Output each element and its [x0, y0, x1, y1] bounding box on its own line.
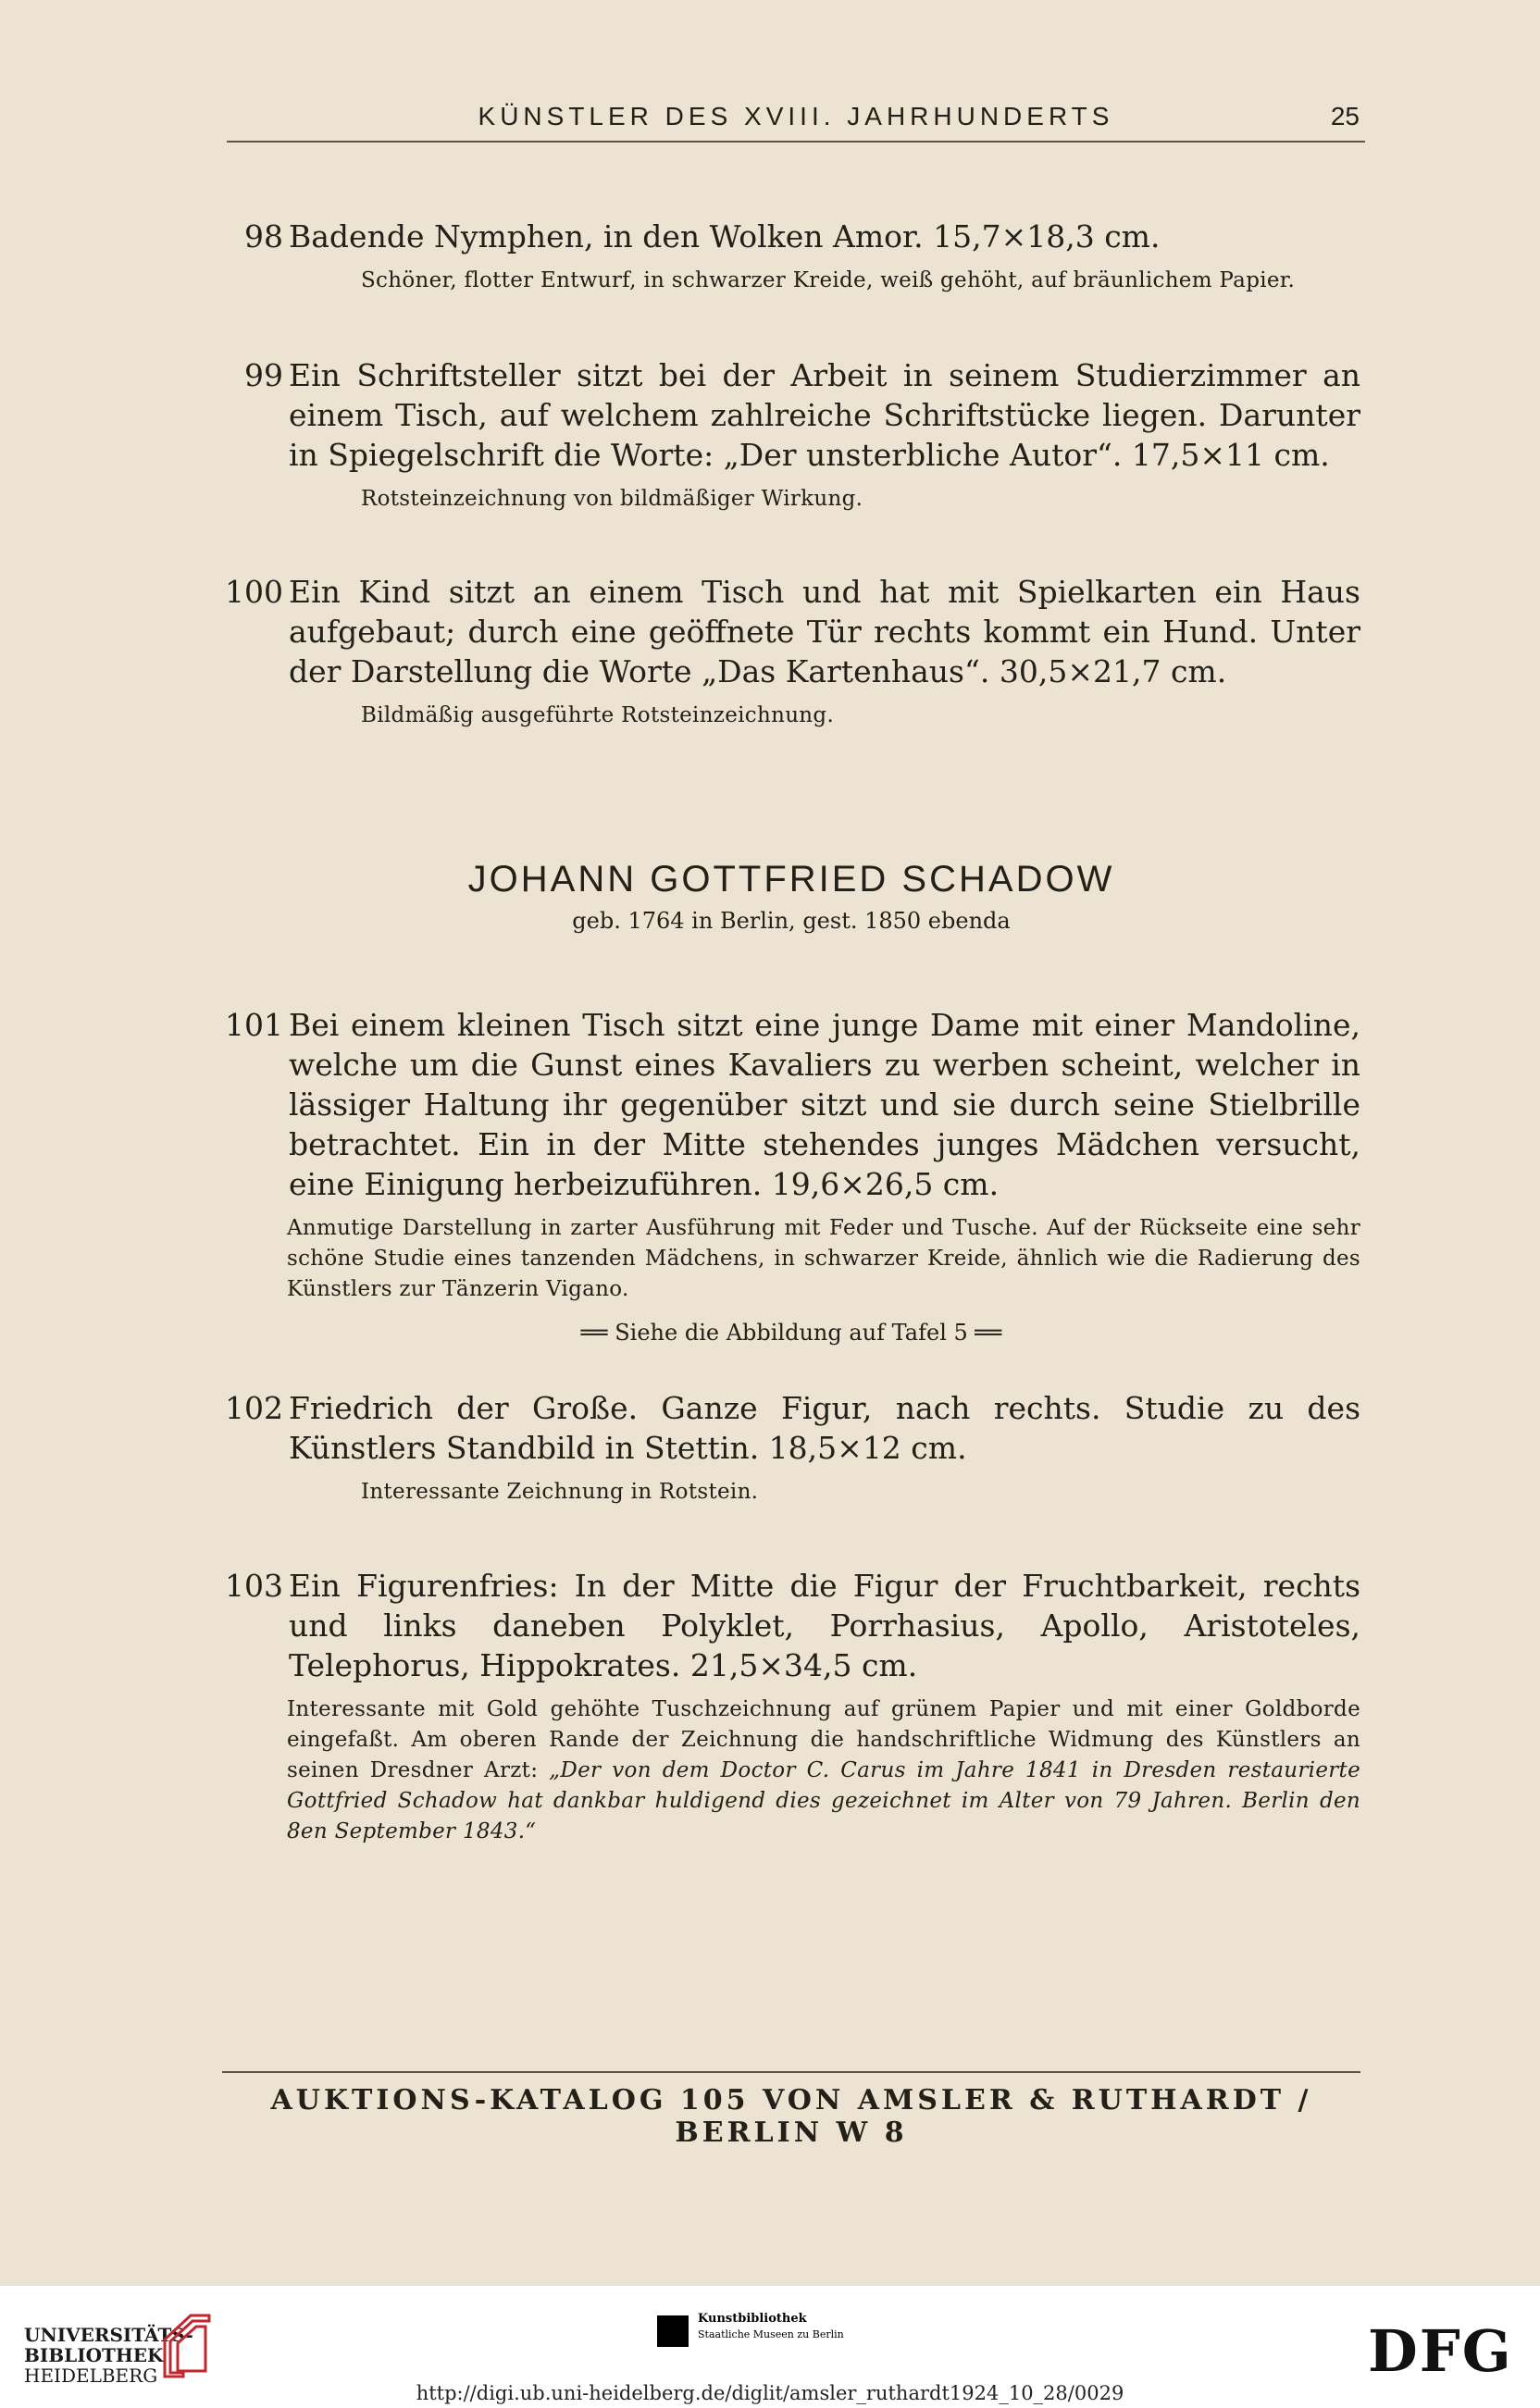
catalog-entry-103 [222, 1566, 1360, 1847]
entry-text: Bei einem kleinen Tisch sitzt eine junge Dame mit einer Mandoline, welche um die Gunst eines Kavaliers zu werben scheint, welcher in lässiger Haltung ihr gegenüber sitzt und sie durch seine Stielbrille betrachtet. Ein in der Mitte stehendes junges Mädchen versucht, eine Einigung herbeizuführen. 19,6×26,5 cm. [289, 1007, 1360, 1202]
dedication-quote: „Der von dem Doctor C. Carus im Jahre 1841 in Dresden restaurierte Gottfried Schadow hat dankbar huldigend dies gezeichnet im Alter von 79 Jahren. Berlin den 8en September 1843.“ [287, 1758, 1360, 1843]
artist-name: JOHANN GOTTFRIED SCHADOW [467, 859, 1115, 900]
entry-number: 98 [244, 218, 283, 254]
page-number: 25 [1330, 102, 1360, 130]
uni-line-2: BIBLIOTHEK [24, 2344, 164, 2366]
kunstbibliothek-icon [657, 2315, 689, 2347]
entry-number: 99 [244, 357, 283, 393]
note-text: Interessante mit Gold gehöhte Tuschzeichnung auf grünem Papier und mit einer Goldborde eingefaßt. Am oberen Rande der Zeichnung die handschriftliche Widmung des Künstlers an seinen Dresdner Arzt: [287, 1697, 1360, 1782]
entry-number: 101 [225, 1007, 283, 1043]
entry-text: Ein Figurenfries: In der Mitte die Figur der Fruchtbarkeit, rechts und links daneben Polyklet, Porrhasius, Apollo, Aristoteles, Telephorus, Hippokrates. 21,5×34,5 cm. [289, 1568, 1360, 1683]
catalog-entry-98 [222, 217, 1360, 296]
artist-heading [222, 859, 1360, 934]
kb-line-1: Kunstbibliothek [698, 2312, 807, 2326]
catalog-footer: AUKTIONS-KATALOG 105 VON AMSLER & RUTHARDT / BERLIN W 8 [222, 2071, 1360, 2149]
running-header [227, 100, 1365, 143]
entry-text: Ein Kind sitzt an einem Tisch und hat mit Spielkarten ein Haus aufgebaut; durch eine geöffnete Tür rechts kommt ein Hund. Unter der Darstellung die Worte „Das Kartenhaus“. 30,5×21,7 cm. [289, 574, 1360, 689]
entry-note: Interessante Zeichnung in Rotstein. [361, 1480, 759, 1504]
entry-number: 100 [225, 574, 283, 610]
entry-text: Friedrich der Große. Ganze Figur, nach rechts. Studie zu des Künstlers Standbild in Stettin. 18,5×12 cm. [289, 1390, 1360, 1466]
entry-note: Anmutige Darstellung in zarter Ausführung mit Feder und Tusche. Auf der Rückseite eine sehr schöne Studie eines tanzenden Mädchens, in schwarzer Kreide, ähnlich wie die Radierung des Künstlers zur Tänzerin Vigano. [287, 1216, 1360, 1301]
entry-text: Ein Schriftsteller sitzt bei der Arbeit in seinem Studierzimmer an einem Tisch, auf welchem zahlreiche Schriftstücke liegen. Darunter in Spiegelschrift die Worte: „Der unsterbliche Autor“. 17,5×11 cm. [289, 357, 1360, 473]
kb-line-2: Staatliche Museen zu Berlin [698, 2328, 844, 2340]
catalog-entry-100 [222, 572, 1360, 731]
entry-number: 103 [225, 1568, 283, 1604]
catalog-entry-101 [222, 1005, 1360, 1346]
catalog-entry-99 [222, 355, 1360, 515]
catalog-entry-102 [222, 1388, 1360, 1508]
entry-note [287, 1694, 1360, 1847]
dfg-logo: DFG [1368, 2317, 1513, 2385]
entry-note: Rotsteinzeichnung von bildmäßiger Wirkung. [361, 487, 863, 511]
uni-line-1: UNIVERSITÄTS- [24, 2324, 193, 2346]
artist-dates: geb. 1764 in Berlin, gest. 1850 ebenda [572, 908, 1011, 934]
entry-note: Schöner, flotter Entwurf, in schwarzer Kreide, weiß gehöht, auf bräunlichem Papier. [361, 268, 1296, 292]
header-title: KÜNSTLER DES XVIII. JAHRHUNDERTS [478, 102, 1114, 130]
plate-reference: ══ Siehe die Abbildung auf Tafel 5 ══ [580, 1320, 1002, 1346]
uni-line-3: HEIDELBERG [24, 2365, 158, 2387]
entry-text: Badende Nymphen, in den Wolken Amor. 15,7×18,3 cm. [289, 218, 1161, 254]
source-url[interactable]: http://digi.ub.uni-heidelberg.de/diglit/amsler_ruthardt1924_10_28/0029 [416, 2382, 1124, 2404]
entry-number: 102 [225, 1390, 283, 1426]
entry-note: Bildmäßig ausgeführte Rotsteinzeichnung. [361, 703, 835, 727]
university-logo-icon [157, 2312, 213, 2378]
